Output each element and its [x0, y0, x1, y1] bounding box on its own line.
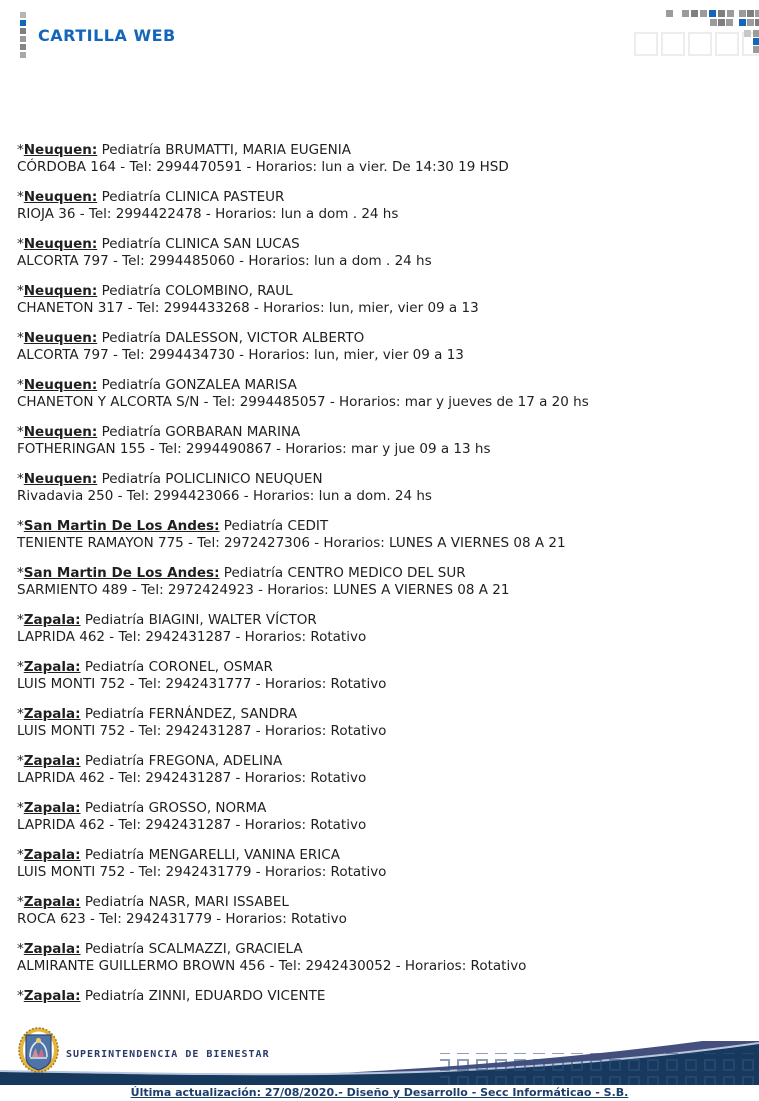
entry-specialty: Pediatría: [101, 142, 161, 158]
entry-specialty: Pediatría: [84, 706, 145, 722]
entry-city: Neuquen:: [23, 377, 98, 393]
entry-provider: CLINICA PASTEUR: [165, 189, 285, 205]
entry-city: Zapala:: [23, 894, 81, 910]
superintendencia-crest-logo: [18, 1027, 59, 1073]
entry-detail: SARMIENTO 489 - Tel: 2972424923 - Horarios: LUNES A VIERNES 08 A 21: [17, 582, 510, 598]
footer-brand: [18, 1027, 270, 1073]
entry-specialty: Pediatría: [84, 659, 145, 675]
provider-entry: [17, 424, 739, 458]
entry-specialty: Pediatría: [84, 894, 145, 910]
org-name: SUPERINTENDENCIA DE BIENESTAR: [66, 1048, 270, 1060]
entry-headline: [17, 142, 739, 159]
provider-entry: [17, 612, 739, 646]
provider-entry: [17, 800, 739, 834]
entry-bullet: *: [17, 236, 24, 252]
entry-city: Neuquen:: [23, 189, 98, 205]
entry-detail: Rivadavia 250 - Tel: 2994423066 - Horarios: lun a dom. 24 hs: [17, 488, 432, 504]
footer: [0, 1025, 759, 1101]
entry-provider: GROSSO, NORMA: [148, 800, 267, 816]
entry-bullet: *: [17, 330, 24, 346]
entry-detail: ALCORTA 797 - Tel: 2994434730 - Horarios: lun, mier, vier 09 a 13: [17, 347, 464, 363]
entry-specialty: Pediatría: [101, 283, 161, 299]
brand: [20, 12, 176, 58]
entry-headline: [17, 330, 739, 347]
entry-detail: LAPRIDA 462 - Tel: 2942431287 - Horarios: Rotativo: [17, 770, 367, 786]
entry-provider: CLINICA SAN LUCAS: [165, 236, 300, 252]
entry-city: Zapala:: [23, 988, 81, 1004]
provider-entry: [17, 518, 739, 552]
entry-specialty: Pediatría: [84, 612, 145, 628]
entry-detail: LUIS MONTI 752 - Tel: 2942431779 - Horarios: Rotativo: [17, 864, 387, 880]
provider-entry: [17, 236, 739, 270]
entry-bullet: *: [17, 424, 24, 440]
provider-entry: [17, 941, 739, 975]
entry-provider: COLOMBINO, RAUL: [165, 283, 293, 299]
entry-headline: [17, 612, 739, 629]
entry-city: Zapala:: [23, 941, 81, 957]
entry-city: Zapala:: [23, 706, 81, 722]
entry-bullet: *: [17, 706, 24, 722]
entry-provider: GORBARAN MARINA: [165, 424, 301, 440]
entry-headline: [17, 518, 739, 535]
page-title: CARTILLA WEB: [38, 25, 176, 45]
entry-city: Neuquen:: [23, 283, 98, 299]
entry-specialty: Pediatría: [101, 236, 161, 252]
entry-provider: DALESSON, VICTOR ALBERTO: [165, 330, 365, 346]
entry-provider: FREGONA, ADELINA: [148, 753, 283, 769]
entry-bullet: *: [17, 753, 24, 769]
entry-headline: [17, 283, 739, 300]
entry-detail: CHANETON Y ALCORTA S/N - Tel: 2994485057 - Horarios: mar y jueves de 17 a 20 hs: [17, 394, 589, 410]
provider-entry: [17, 471, 739, 505]
provider-entry: [17, 847, 739, 881]
entry-city: Neuquen:: [23, 236, 98, 252]
entry-specialty: Pediatría: [84, 988, 145, 1004]
entry-headline: [17, 565, 739, 582]
entry-detail: ROCA 623 - Tel: 2942431779 - Horarios: Rotativo: [17, 911, 347, 927]
entry-headline: [17, 189, 739, 206]
entry-headline: [17, 941, 739, 958]
entry-specialty: Pediatría: [101, 330, 161, 346]
entry-bullet: *: [17, 894, 24, 910]
entry-specialty: Pediatría: [223, 518, 284, 534]
entry-provider: SCALMAZZI, GRACIELA: [148, 941, 303, 957]
entry-bullet: *: [17, 800, 24, 816]
entry-detail: CÓRDOBA 164 - Tel: 2994470591 - Horarios: lun a vier. De 14:30 19 HSD: [17, 159, 509, 175]
entry-city: Zapala:: [23, 612, 81, 628]
entry-specialty: Pediatría: [223, 565, 284, 581]
provider-entry: [17, 565, 739, 599]
entry-specialty: Pediatría: [84, 753, 145, 769]
squares-stack-icon: [20, 12, 26, 58]
entry-city: San Martin De Los Andes:: [23, 565, 220, 581]
entry-provider: MENGARELLI, VANINA ERICA: [148, 847, 340, 863]
entry-headline: [17, 471, 739, 488]
entry-bullet: *: [17, 518, 24, 534]
entry-detail: LUIS MONTI 752 - Tel: 2942431777 - Horarios: Rotativo: [17, 676, 387, 692]
provider-entry: [17, 988, 739, 1005]
entry-provider: CENTRO MEDICO DEL SUR: [287, 565, 466, 581]
entry-detail: FOTHERINGAN 155 - Tel: 2994490867 - Horarios: mar y jue 09 a 13 hs: [17, 441, 491, 457]
provider-entry: [17, 894, 739, 928]
entry-headline: [17, 847, 739, 864]
entry-city: Neuquen:: [23, 424, 98, 440]
entry-city: Neuquen:: [23, 330, 98, 346]
entry-detail: RIOJA 36 - Tel: 2994422478 - Horarios: lun a dom . 24 hs: [17, 206, 399, 222]
entry-provider: FERNÁNDEZ, SANDRA: [148, 706, 298, 722]
entry-city: Zapala:: [23, 847, 81, 863]
entry-bullet: *: [17, 377, 24, 393]
entry-detail: LUIS MONTI 752 - Tel: 2942431287 - Horarios: Rotativo: [17, 723, 387, 739]
entry-headline: [17, 894, 739, 911]
entry-headline: [17, 988, 739, 1005]
provider-list: [0, 60, 759, 1005]
entry-bullet: *: [17, 941, 24, 957]
entry-bullet: *: [17, 189, 24, 205]
entry-headline: [17, 236, 739, 253]
entry-provider: CORONEL, OSMAR: [148, 659, 273, 675]
header: [0, 0, 759, 60]
entries-container: [17, 142, 739, 1005]
entry-provider: ZINNI, EDUARDO VICENTE: [148, 988, 326, 1004]
provider-entry: [17, 377, 739, 411]
entry-provider: BRUMATTI, MARIA EUGENIA: [165, 142, 351, 158]
entry-headline: [17, 753, 739, 770]
entry-provider: GONZALEA MARISA: [165, 377, 297, 393]
entry-detail: ALMIRANTE GUILLERMO BROWN 456 - Tel: 2942430052 - Horarios: Rotativo: [17, 958, 527, 974]
entry-specialty: Pediatría: [84, 847, 145, 863]
entry-headline: [17, 424, 739, 441]
entry-specialty: Pediatría: [84, 800, 145, 816]
entry-provider: CEDIT: [287, 518, 329, 534]
entry-bullet: *: [17, 565, 24, 581]
entry-bullet: *: [17, 142, 24, 158]
entry-bullet: *: [17, 283, 24, 299]
provider-entry: [17, 753, 739, 787]
provider-entry: [17, 706, 739, 740]
entry-detail: CHANETON 317 - Tel: 2994433268 - Horarios: lun, mier, vier 09 a 13: [17, 300, 479, 316]
entry-city: Neuquen:: [23, 142, 98, 158]
entry-bullet: *: [17, 612, 24, 628]
entry-detail: LAPRIDA 462 - Tel: 2942431287 - Horarios: Rotativo: [17, 817, 367, 833]
entry-detail: LAPRIDA 462 - Tel: 2942431287 - Horarios: Rotativo: [17, 629, 367, 645]
provider-entry: [17, 189, 739, 223]
entry-specialty: Pediatría: [101, 424, 161, 440]
entry-bullet: *: [17, 659, 24, 675]
provider-entry: [17, 659, 739, 693]
entry-specialty: Pediatría: [84, 941, 145, 957]
entry-specialty: Pediatría: [101, 189, 161, 205]
entry-city: Zapala:: [23, 659, 81, 675]
entry-city: Zapala:: [23, 800, 81, 816]
entry-headline: [17, 706, 739, 723]
entry-provider: POLICLINICO NEUQUEN: [165, 471, 323, 487]
entry-bullet: *: [17, 988, 24, 1004]
entry-detail: TENIENTE RAMAYON 775 - Tel: 2972427306 - Horarios: LUNES A VIERNES 08 A 21: [17, 535, 566, 551]
entry-detail: ALCORTA 797 - Tel: 2994485060 - Horarios: lun a dom . 24 hs: [17, 253, 432, 269]
entry-bullet: *: [17, 471, 24, 487]
provider-entry: [17, 283, 739, 317]
provider-entry: [17, 142, 739, 176]
entry-city: Neuquen:: [23, 471, 98, 487]
entry-headline: [17, 377, 739, 394]
entry-specialty: Pediatría: [101, 377, 161, 393]
entry-headline: [17, 800, 739, 817]
update-note: Última actualización: 27/08/2020.- Diseño y Desarrollo - Secc Informáticao - S.B.: [130, 1086, 629, 1099]
entry-headline: [17, 659, 739, 676]
entry-provider: NASR, MARI ISSABEL: [148, 894, 289, 910]
entry-provider: BIAGINI, WALTER VÍCTOR: [148, 612, 317, 628]
entry-city: Zapala:: [23, 753, 81, 769]
entry-specialty: Pediatría: [101, 471, 161, 487]
entry-city: San Martin De Los Andes:: [23, 518, 220, 534]
entry-bullet: *: [17, 847, 24, 863]
provider-entry: [17, 330, 739, 364]
